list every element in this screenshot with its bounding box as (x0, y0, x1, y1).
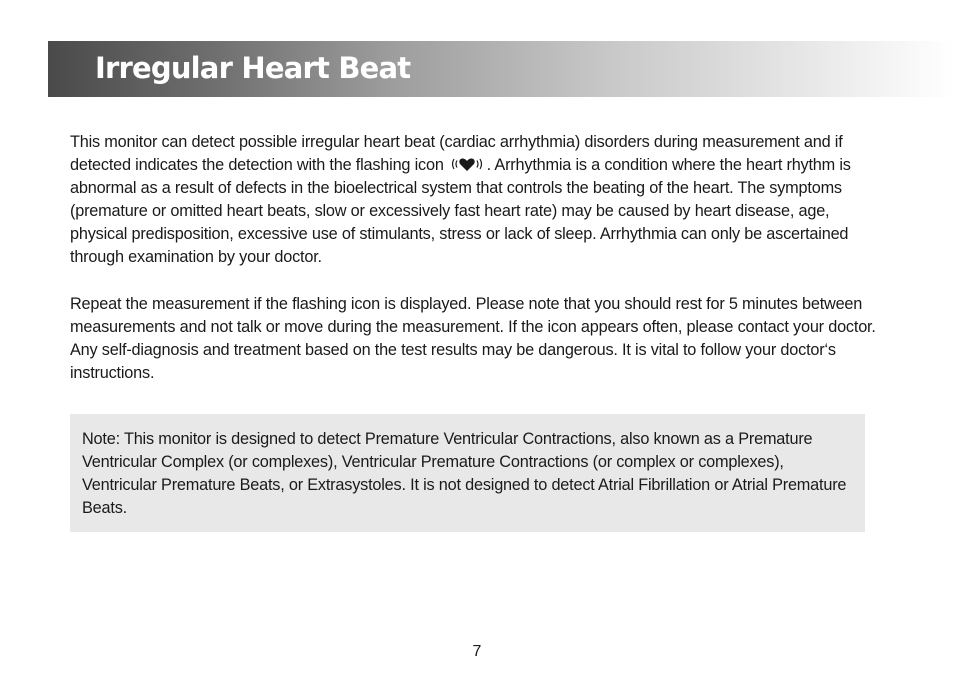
note-text: Note: This monitor is designed to detect Premature Ventricular Contractions, also known as a Premature Ventricular Complex (or complexes), Ventricular Premature Contractions (or complex or complexes), Ventricular Premature Beats, or Extrasystoles. It is not designed to detect Atrial Fibrillation or Atrial Premature Beats. (82, 430, 847, 518)
section-header-bar (48, 41, 954, 97)
repeat-measurement-paragraph: Repeat the measurement if the flashing icon is displayed. Please note that you should rest for 5 minutes between measurements and not talk or move during the measurement. If the icon appears often, please contact your doctor. Any self-diagnosis and treatment based on the test results may be dangerous. It is vital to follow your doctor‘s instructions. (70, 295, 876, 383)
irregular-heartbeat-icon (450, 155, 484, 173)
page-number: 7 (472, 643, 482, 660)
note-box (70, 414, 865, 532)
paragraph1-text-start: This monitor can detect possible irregular heart beat (cardiac arrhythmia) disorders during measurement and if detected indicates the detection with the flashing icon (70, 133, 843, 175)
page-title: Irregular Heart Beat (95, 51, 411, 85)
arrhythmia-description-paragraph (70, 131, 884, 270)
paragraph1-text-end: . Arrhythmia is a condition where the heart rhythm is abnormal as a result of defects in the bioelectrical system that controls the beating of the heart. The symptoms (premature or omitted heart beats, slow or excessively fast heart rate) may be caused by heart disease, age, physical predisposition, excessive use of stimulants, stress or lack of sleep. Arrhythmia can only be ascertained through examination by your doctor. (70, 156, 851, 267)
